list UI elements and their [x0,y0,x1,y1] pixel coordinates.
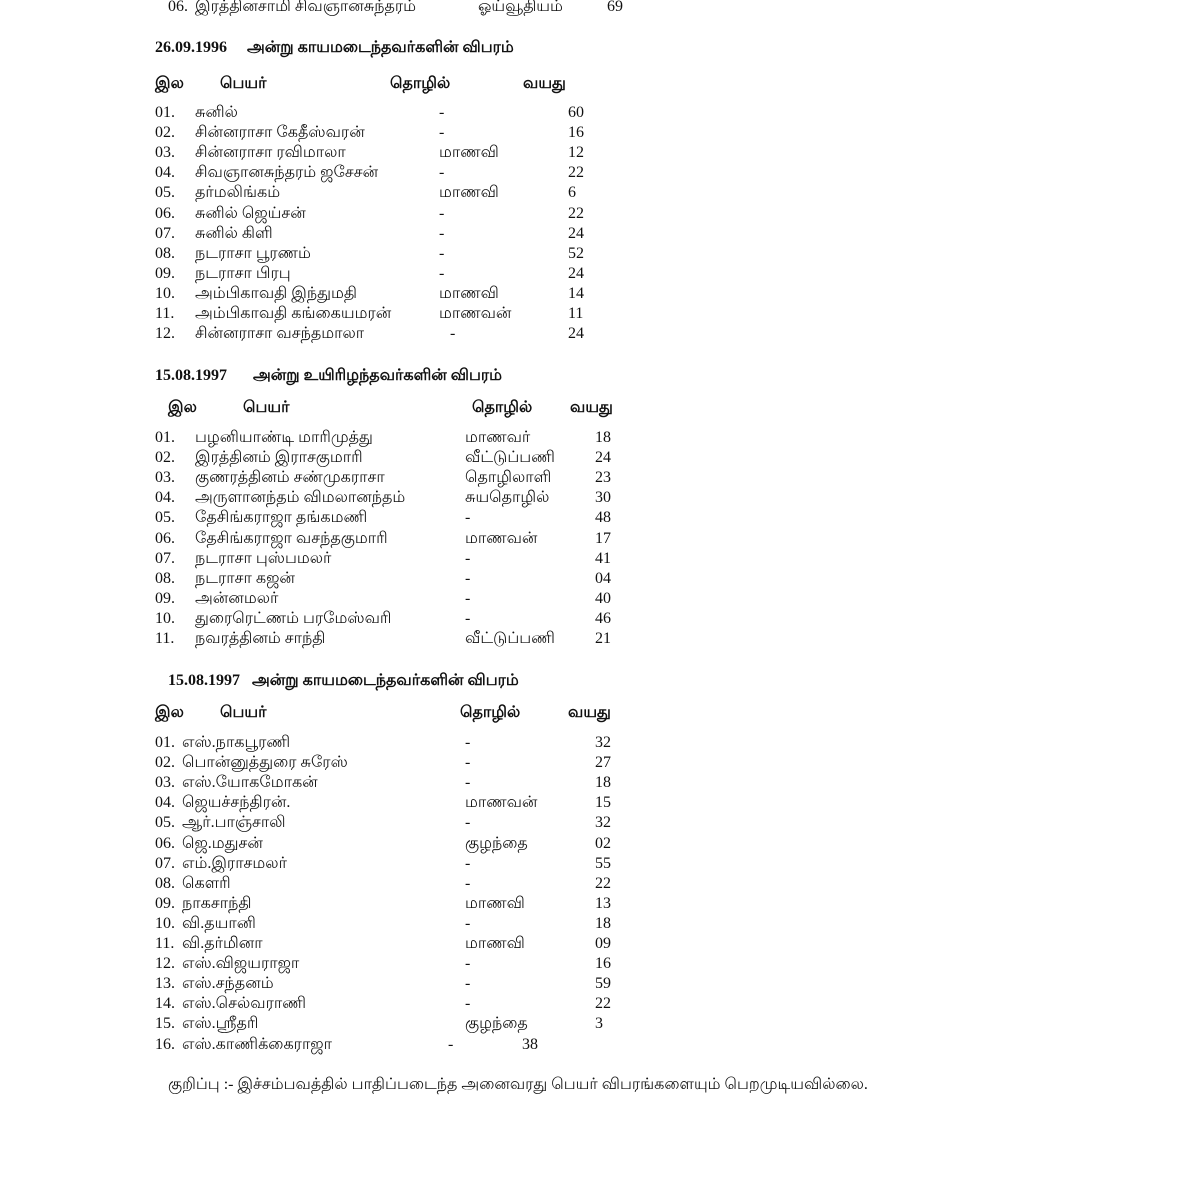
row-name: அம்பிகாவதி இந்துமதி [195,284,357,302]
row-age: 3 [595,1015,603,1033]
row-occupation: குழந்தை [465,834,528,852]
table-row [0,448,1190,468]
row-age: 09 [595,935,611,952]
row-name: நடராசா பூரணம் [195,244,311,262]
row-age: 38 [522,1035,538,1053]
row-age: 41 [595,549,611,567]
row-number: 02. [155,449,175,467]
row-age: 23 [595,469,611,487]
row-name: குணரத்தினம் சண்முகராசா [195,469,385,487]
section1-heading [155,38,514,58]
row-number: 04. [155,794,175,812]
table-row [0,529,1190,549]
row-age: 21 [595,630,611,647]
table-row [0,204,1190,224]
row-age: 60 [568,104,584,121]
section1-title: அன்று காயமடைந்தவர்களின் விபரம் [247,39,514,56]
row-occupation: மாணவி [439,284,499,302]
row-occupation: - [465,589,471,607]
row-name: எஸ்.நாகபூரணி [182,734,291,751]
row-age: 13 [595,894,611,912]
row-occupation: மாணவி [465,894,525,912]
row-name: தேசிங்கராஜா வசந்தகுமாரி [195,529,388,547]
row-age: 40 [595,589,611,607]
row-number: 10. [155,914,175,932]
table-row [0,753,1190,773]
row-age: 46 [595,609,611,627]
row-occupation: தொழிலாளி [465,469,552,487]
row-number: 16. [155,1035,175,1053]
row-name: கௌரி [182,874,231,892]
row-occupation: - [465,874,471,892]
row-name: நடராசா கஜன் [195,569,295,587]
row-number: 05. [155,814,175,832]
row-name: ஜெயச்சந்திரன். [182,794,291,812]
row-number: 06. [155,834,175,852]
row-occupation: மாணவன் [439,305,512,322]
table-row [0,428,1190,448]
row-occupation: - [439,244,445,262]
table-row [0,549,1190,569]
row-occupation: - [439,204,445,222]
top-line-name: இரத்தினசாமி சிவஞானசுந்தரம் [195,0,417,15]
table-row [0,609,1190,629]
row-occupation: - [439,124,445,142]
table-row [0,589,1190,609]
row-number: 05. [155,184,175,202]
table-row [0,854,1190,874]
row-name: சின்னராசா ரவிமாலா [195,144,346,162]
section3-header-row [0,703,1190,723]
row-number: 04. [155,164,175,182]
table-row [0,874,1190,894]
table-row [0,773,1190,793]
table-row [0,284,1190,304]
row-number: 13. [155,975,175,993]
row-age: 24 [568,224,584,242]
row-age: 17 [595,529,611,547]
section2-date: 15.08.1997 [155,367,227,384]
row-name: சுனில் கிளி [195,224,273,242]
row-number: 06. [155,204,175,222]
row-age: 04 [595,569,611,587]
row-occupation: - [448,1035,454,1053]
row-name: எஸ்.விஜயராஜா [182,955,300,973]
row-age: 18 [595,429,611,446]
section3-col-age: வயது [568,704,611,721]
row-age: 16 [595,955,611,973]
row-age: 22 [568,164,584,182]
table-row [0,183,1190,203]
row-number: 10. [155,284,175,302]
section2-col-no: இல [168,399,197,416]
row-name: எஸ்.காணிக்கைராஜா [182,1035,332,1053]
row-occupation: - [465,569,471,587]
row-number: 15. [155,1015,175,1033]
row-number: 01. [155,734,175,751]
table-row [0,569,1190,589]
table-row [0,304,1190,324]
row-occupation: சுயதொழில் [465,489,550,507]
row-age: 22 [595,874,611,892]
section2-col-age: வயது [570,399,613,416]
row-number: 08. [155,874,175,892]
section3-title: அன்று காயமடைந்தவர்களின் விபரம் [252,672,519,689]
row-name: தேசிங்கராஜா தங்கமணி [195,509,368,527]
row-occupation: மாணவி [439,144,499,162]
table-row [0,934,1190,954]
table-row [0,103,1190,123]
row-number: 03. [155,144,175,162]
row-name: ஜெ.மதுசன் [182,834,263,852]
table-row [0,508,1190,528]
row-name: சுனில் [195,104,238,121]
section2-col-occ: தொழில் [472,399,533,416]
row-number: 08. [155,244,175,262]
top-line-occ: ஓய்வூதியம் [478,0,563,15]
row-name: இரத்தினம் இராசகுமாரி [195,449,363,467]
table-row [0,834,1190,854]
row-number: 01. [155,429,175,446]
row-name: எஸ்.செல்வராணி [182,995,306,1013]
row-number: 04. [155,489,175,507]
row-occupation: குழந்தை [465,1015,528,1033]
table-row [0,143,1190,163]
row-occupation: மாணவன் [465,794,538,812]
row-number: 07. [155,549,175,567]
table-row [0,488,1190,508]
row-name: நவரத்தினம் சாந்தி [195,630,326,647]
row-age: 11 [568,305,584,322]
row-occupation: - [465,995,471,1013]
top-line-age: 69 [607,0,623,15]
top-line-no: 06. [168,0,188,15]
row-age: 48 [595,509,611,527]
row-name: நடராசா புஸ்பமலர் [195,549,332,567]
table-row [0,244,1190,264]
row-age: 32 [595,734,611,751]
row-age: 32 [595,814,611,832]
table-row [0,813,1190,833]
section1-col-no: இல [155,75,184,92]
row-name: ஆர்.பாஞ்சாலி [182,814,286,832]
section2-heading [155,366,502,386]
row-name: வி.தயானி [182,914,256,932]
row-age: 22 [568,204,584,222]
row-age: 27 [595,754,611,772]
row-name: தர்மலிங்கம் [195,184,281,202]
row-number: 02. [155,754,175,772]
row-name: சிவஞானசுந்தரம் ஜசேசன் [195,164,379,182]
row-occupation: - [439,224,445,242]
row-age: 15 [595,794,611,812]
section3-date: 15.08.1997 [168,672,240,689]
row-occupation: - [439,264,445,282]
section1-header-row [0,74,1190,94]
row-occupation: - [465,774,471,792]
row-occupation: - [465,975,471,993]
row-occupation: - [465,854,471,872]
row-age: 59 [595,975,611,993]
table-row [0,468,1190,488]
row-occupation: - [439,104,445,121]
table-row [0,629,1190,649]
row-occupation: - [439,164,445,182]
table-row [0,163,1190,183]
row-occupation: - [465,914,471,932]
row-age: 52 [568,244,584,262]
row-age: 22 [595,995,611,1013]
table-row [0,793,1190,813]
row-occupation: மாணவன் [465,529,538,547]
row-age: 24 [568,264,584,282]
row-name: துரைரெட்ணம் பரமேஸ்வரி [195,609,392,627]
row-age: 12 [568,144,584,162]
row-number: 14. [155,995,175,1013]
section3-col-no: இல [155,704,184,721]
row-name: நடராசா பிரபு [195,264,291,282]
row-number: 12. [155,325,175,343]
row-age: 55 [595,854,611,872]
row-name: நாகசாந்தி [182,894,252,912]
row-name: சின்னராசா வசந்தமாலா [195,325,365,343]
row-occupation: - [465,509,471,527]
section1-date: 26.09.1996 [155,39,227,56]
row-occupation: - [465,609,471,627]
table-row [0,894,1190,914]
row-age: 30 [595,489,611,507]
row-occupation: மாணவர் [465,429,531,446]
section1-col-age: வயது [523,75,566,92]
table-row [0,914,1190,934]
row-occupation: மாணவி [465,935,525,952]
row-occupation: - [465,754,471,772]
row-occupation: - [465,734,471,751]
table-row [0,1014,1190,1034]
row-age: 6 [568,184,576,202]
row-occupation: - [465,814,471,832]
row-name: எம்.இராசமலர் [182,854,287,872]
table-row [0,224,1190,244]
row-name: அம்பிகாவதி கங்கையமரன் [195,305,392,322]
row-age: 24 [568,325,584,343]
table-row [0,324,1190,344]
table-row [0,123,1190,143]
row-occupation: மாணவி [439,184,499,202]
row-name: அன்னமலர் [195,589,279,607]
section3-col-name: பெயர் [220,704,267,721]
table-row [0,974,1190,994]
table-row [0,1035,1190,1055]
row-occupation: - [450,325,456,343]
section2-col-name: பெயர் [243,399,290,416]
row-number: 05. [155,509,175,527]
row-age: 02 [595,834,611,852]
row-number: 02. [155,124,175,142]
top-line [0,0,1190,17]
row-occupation: வீட்டுப்பணி [465,630,555,647]
footnote: குறிப்பு :- இச்சம்பவத்தில் பாதிப்படைந்த அனைவரது பெயர் விபரங்களையும் பெறமுடியவில்லை. [168,1076,868,1093]
row-number: 09. [155,589,175,607]
table-row [0,264,1190,284]
row-number: 09. [155,264,175,282]
row-number: 06. [155,529,175,547]
row-number: 09. [155,894,175,912]
row-name: எஸ்.யோகமோகன் [182,774,318,792]
row-number: 12. [155,955,175,973]
row-number: 01. [155,104,175,121]
row-number: 10. [155,609,175,627]
row-name: வி.தர்மினா [182,935,263,952]
row-name: சின்னராசா கேதீஸ்வரன் [195,124,365,142]
section2-header-row [0,398,1190,418]
section1-col-occ: தொழில் [390,75,451,92]
row-number: 07. [155,224,175,242]
row-age: 14 [568,284,584,302]
row-age: 16 [568,124,584,142]
row-number: 08. [155,569,175,587]
section3-heading [168,671,519,691]
section1-col-name: பெயர் [220,75,267,92]
row-name: பொன்னுத்துரை சுரேஸ் [182,754,348,772]
row-name: எஸ்.சந்தனம் [182,975,274,993]
row-number: 11. [155,935,175,952]
row-number: 03. [155,469,175,487]
row-name: சுனில் ஜெய்சன் [195,204,306,222]
section3-col-occ: தொழில் [460,704,521,721]
row-occupation: வீட்டுப்பணி [465,449,555,467]
table-row [0,994,1190,1014]
row-number: 07. [155,854,175,872]
row-occupation: - [465,549,471,567]
row-name: பழனியாண்டி மாரிமுத்து [195,429,373,446]
row-age: 18 [595,914,611,932]
row-name: எஸ்.ஶ்ரீதரி [182,1015,259,1033]
table-row [0,954,1190,974]
row-number: 11. [155,630,175,647]
row-age: 18 [595,774,611,792]
row-age: 24 [595,449,611,467]
row-occupation: - [465,955,471,973]
section2-title: அன்று உயிரிழந்தவர்களின் விபரம் [253,367,503,384]
row-number: 03. [155,774,175,792]
row-name: அருளானந்தம் விமலானந்தம் [195,489,406,507]
row-number: 11. [155,305,175,322]
table-row [0,733,1190,753]
